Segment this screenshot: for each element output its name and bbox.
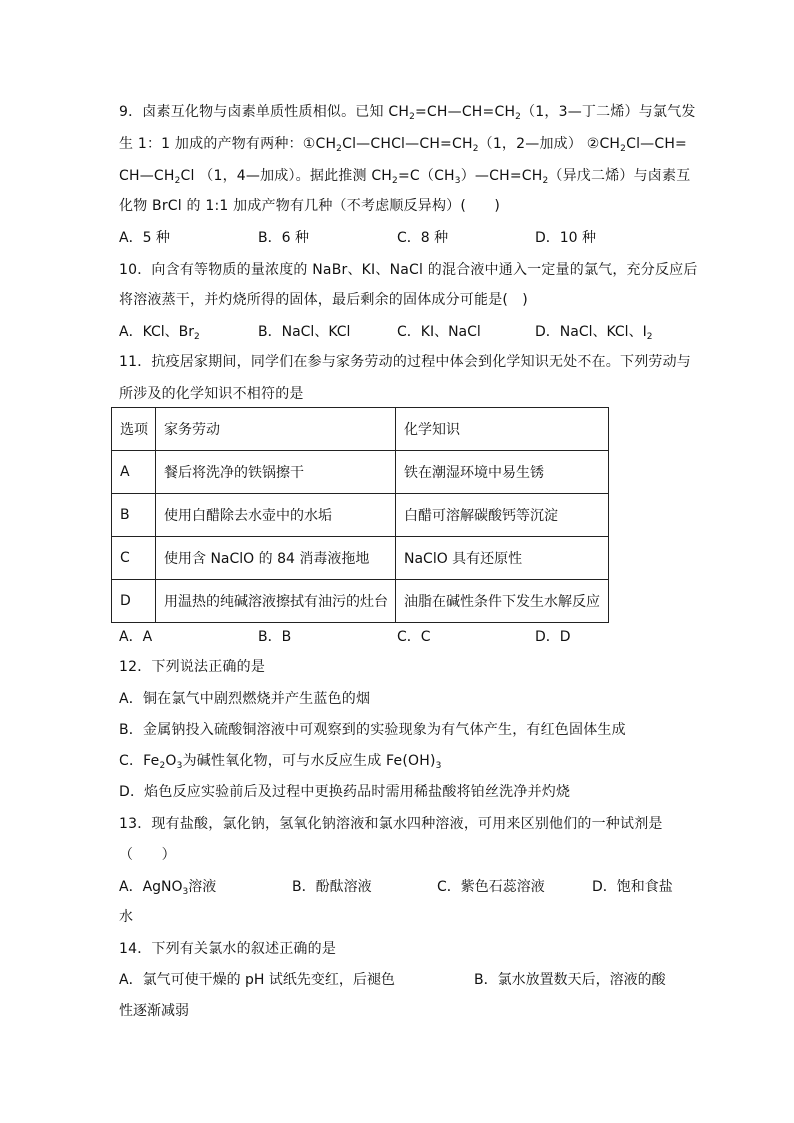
q13-option-a: A．AgNO$_3$溶液 [119, 879, 217, 897]
table-cell: 白醋可溶解碳酸钙等沉淀 [396, 494, 609, 537]
q14-option-b-cont: 性逐渐减弱 [119, 1003, 189, 1019]
q12-option-a: A．铜在氯气中剧烈燃烧并产生蓝色的烟 [119, 691, 371, 707]
q14-option-a: A．氯气可使干燥的 pH 试纸先变红，后褪色 [119, 972, 395, 988]
q10-option-b: B．NaCl、KCl [258, 324, 351, 340]
table-cell: B [112, 494, 156, 537]
q9-line-1: 9．卤素互化物与卤素单质性质相似。已知 $CH_2=CH—CH=CH_2(1$，3—丁二烯）与氯气发 [119, 104, 696, 122]
q13-option-b: B．酚酞溶液 [292, 879, 372, 895]
table-cell: C [112, 537, 156, 580]
table-header-row [112, 408, 609, 451]
q9-option-d: D．10 种 [535, 230, 597, 246]
q9-option-c: C．8 种 [397, 230, 449, 246]
q12-option-d: D．焰色反应实验前后及过程中更换药品时需用稀盐酸将铂丝洗净并灼烧 [119, 784, 571, 800]
table-cell: NaClO 具有还原性 [396, 537, 609, 580]
q13-line-1: 13．现有盐酸，氯化钠，氢氧化钠溶液和氯水四种溶液，可用来区别他们的一种试剂是 [119, 816, 663, 832]
q11-line-2: 所涉及的化学知识不相符的是 [119, 386, 304, 402]
q14-stem: 14．下列有关氯水的叙述正确的是 [119, 941, 337, 957]
table-cell: 使用含 NaClO 的 84 消毒液拖地 [156, 537, 396, 580]
q13-line-2: （ ） [119, 847, 176, 863]
q12-option-b: B．金属钠投入硫酸铜溶液中可观察到的实验现象为有气体产生，有红色固体生成 [119, 722, 626, 738]
q11-option-a: A．A [119, 629, 153, 645]
q9-option-a: A．5 种 [119, 230, 170, 246]
table-cell: 使用白醋除去水壶中的水垢 [156, 494, 396, 537]
q10-line-1: 10．向含有等物质的量浓度的 NaBr、KI、NaCl 的混合液中通入一定量的氯气，充分反应后 [119, 262, 698, 278]
q12-stem: 12．下列说法正确的是 [119, 659, 266, 675]
q10-line-2: 将溶液蒸干，并灼烧所得的固体，最后剩余的固体成分可能是( ) [119, 292, 528, 308]
table-row [112, 494, 609, 537]
table-cell: A [112, 451, 156, 494]
q12-option-c: C．$Fe_2O_3$为碱性氧化物，可与水反应生成 $Fe(OH)_3$ [119, 753, 442, 771]
q11-option-c: C．C [397, 629, 431, 645]
table-row [112, 537, 609, 580]
table-cell: D [112, 580, 156, 623]
q10-option-c: C．KI、NaCl [397, 324, 481, 340]
q11-line-1: 11．抗疫居家期间，同学们在参与家务劳动的过程中体会到化学知识无处不在。下列劳动与 [119, 354, 692, 370]
table-header-cell: 家务劳动 [156, 408, 396, 451]
q14-option-b: B．氯水放置数天后，溶液的酸 [474, 972, 666, 988]
table-cell: 餐后将洗净的铁锅擦干 [156, 451, 396, 494]
q9-line-3: $CH—CH_2Cl$ （1，4—加成）。据此推测 $CH_2=C(CH_3)—CH=CH_2$（异戊二烯）与卤素互 [119, 168, 691, 186]
q11-option-b: B．B [258, 629, 292, 645]
q13-option-d: D．饱和食盐 [592, 879, 673, 895]
table-cell: 用温热的纯碱溶液擦拭有油污的灶台 [156, 580, 396, 623]
q9-line-2: 生 1：1 加成的产物有两种：$①CH_2Cl—CHCl—CH=CH_2(1$，2—加成） $②CH_2Cl—CH=$ [119, 136, 687, 154]
table-header-cell: 化学知识 [396, 408, 609, 451]
table-row [112, 451, 609, 494]
table-row [112, 580, 609, 623]
table-cell: 铁在潮湿环境中易生锈 [396, 451, 609, 494]
q11-option-d: D．D [535, 629, 571, 645]
q11-table [111, 407, 609, 623]
table-cell: 油脂在碱性条件下发生水解反应 [396, 580, 609, 623]
q10-option-a: A．KCl、$Br_2$ [119, 324, 200, 342]
q10-option-d: D．NaCl、KCl、$I_2$ [535, 324, 653, 342]
q9-line-4: 化物 BrCl 的 1:1 加成产物有几种（不考虑顺反异构）( ) [119, 198, 501, 214]
table-header-cell: 选项 [112, 408, 156, 451]
q9-option-b: B．6 种 [258, 230, 309, 246]
q13-option-d-cont: 水 [119, 909, 133, 925]
q13-option-c: C．紫色石蕊溶液 [437, 879, 545, 895]
